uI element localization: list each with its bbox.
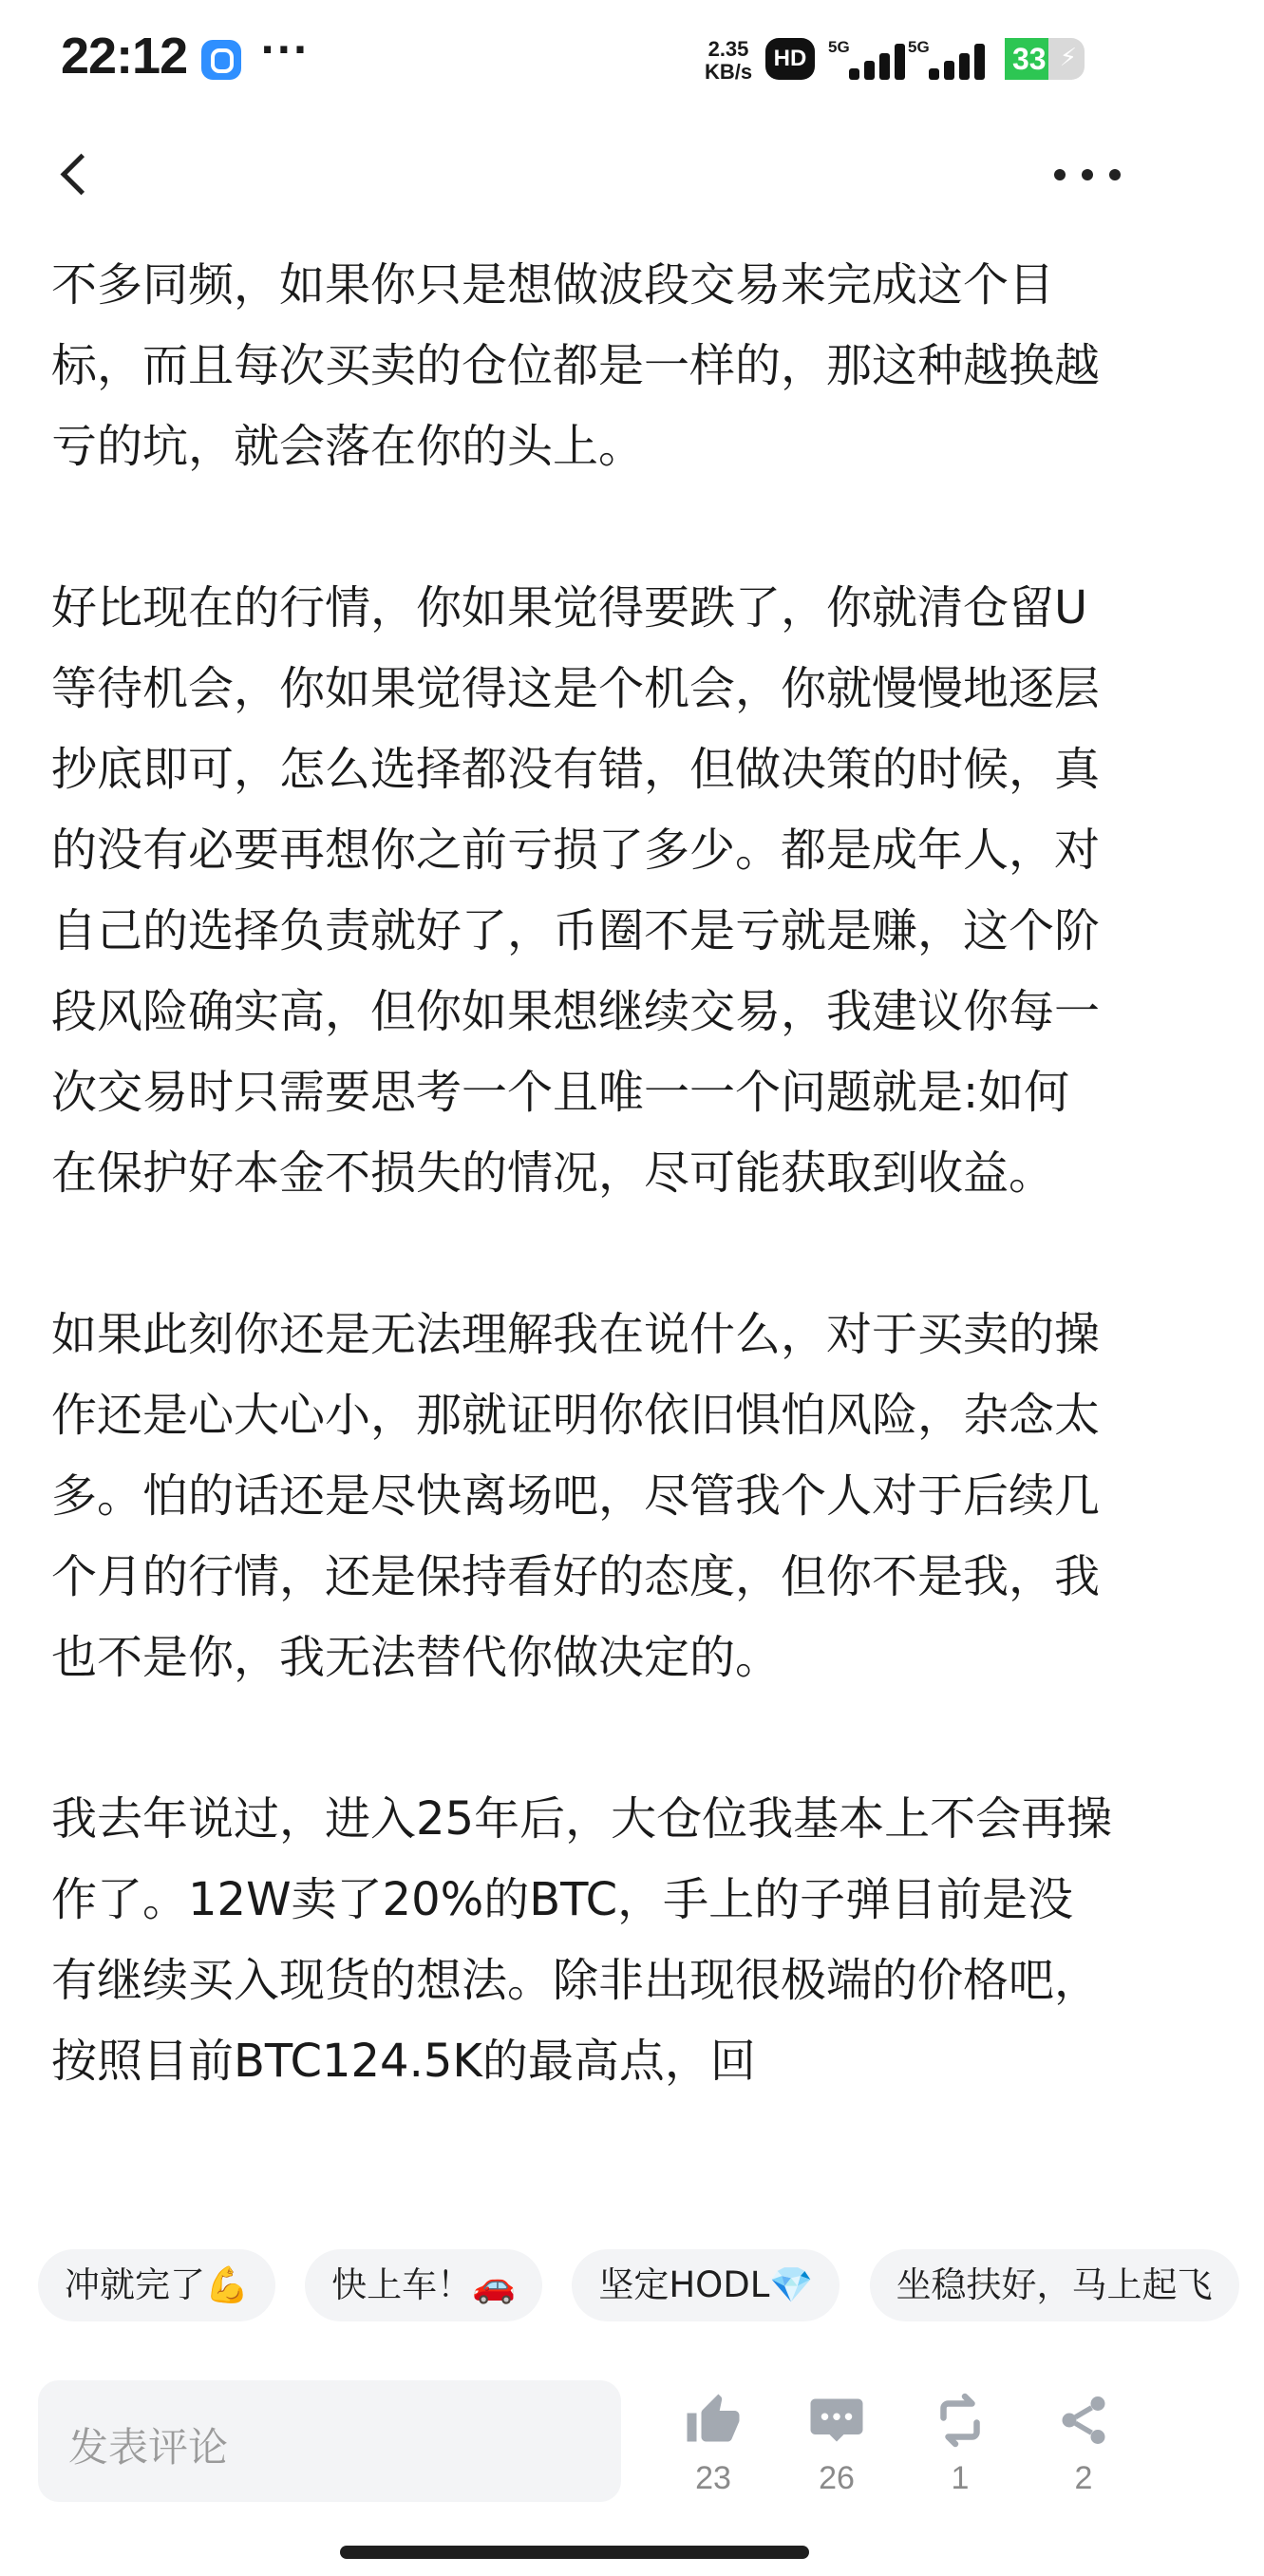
more-dot-icon (1109, 169, 1121, 180)
clock: 22:12 (61, 28, 188, 85)
network-speed-value: 2.35 (707, 37, 749, 61)
more-options-button[interactable] (1054, 146, 1121, 203)
comment-bubble-icon (808, 2392, 865, 2449)
battery-level: 33 (1012, 42, 1047, 76)
status-bar (0, 0, 1159, 123)
hd-badge: HD (765, 38, 815, 80)
quick-reply-chip[interactable]: 坚定HODL💎 (572, 2249, 840, 2321)
charging-icon: ⚡ (1059, 44, 1077, 72)
repost-icon (932, 2392, 989, 2449)
quick-reply-chip[interactable]: 快上车！🚗 (305, 2249, 542, 2321)
like-count: 23 (695, 2460, 731, 2496)
quick-reply-chip[interactable]: 坐稳扶好，马上起飞 (870, 2249, 1239, 2321)
home-indicator[interactable] (340, 2546, 809, 2559)
article-paragraph: 我去年说过，进入25年后，大仓位我基本上不会再操作了。12W卖了20%的BTC，手上的子弹目前是没有继续买入现货的想法。除非出现很极端的价格吧，按照目前BTC124.5K的最高点，回 (51, 1792, 1113, 2088)
article-body (51, 245, 1115, 2242)
app-notification-icon (201, 40, 241, 80)
more-notifications-icon: ··· (260, 28, 310, 72)
signal-network-label: 5G (828, 38, 850, 56)
signal-strength-icon-2 (908, 38, 993, 82)
top-nav-bar (0, 133, 1159, 218)
thumbs-up-icon (685, 2392, 742, 2449)
article-paragraph: 如果此刻你还是无法理解我在说什么，对于买卖的操作还是心大心小，那就证明你依旧惧怕风险，杂念太多。怕的话还是尽快离场吧，尽管我个人对于后续几个月的行情，还是保持看好的态度，但你不是我，我也不是你，我无法替代你做决定的。 (51, 1308, 1101, 1684)
quick-reply-bar (38, 2249, 1213, 2325)
more-dot-icon (1054, 169, 1066, 180)
comment-count: 26 (819, 2460, 855, 2496)
repost-count: 1 (951, 2460, 970, 2496)
network-speed-unit: KB/s (704, 60, 753, 84)
comment-button[interactable] (784, 2380, 889, 2513)
comment-placeholder: 发表评论 (68, 2424, 229, 2471)
battery-icon (1005, 38, 1085, 80)
article-paragraph: 好比现在的行情，你如果觉得要跌了，你就清仓留U等待机会，你如果觉得这是个机会，你就慢慢地逐层抄底即可，怎么选择都没有错，但做决策的时候，真的没有必要再想你之前亏损了多少。都是成年人，对自己的选择负责就好了，币圈不是亏就是赚，这个阶段风险确实高，但你如果想继续交易，我建议你每一次交易时只需要思考一个且唯一一个问题就是:如何在保护好本金不损失的情况，尽可能获取到收益。 (51, 581, 1101, 1200)
signal-strength-icon (828, 38, 914, 82)
back-button[interactable] (49, 146, 106, 203)
signal-network-label-2: 5G (908, 38, 930, 56)
share-button[interactable] (1031, 2380, 1136, 2513)
article-paragraph: 不多同频，如果你只是想做波段交易来完成这个目标，而且每次买卖的仓位都是一样的，那这种越换越亏的坑，就会落在你的头上。 (51, 258, 1101, 473)
network-speed (699, 38, 758, 84)
share-count: 2 (1074, 2460, 1093, 2496)
quick-reply-chip[interactable]: 冲就完了💪 (38, 2249, 275, 2321)
more-dot-icon (1082, 169, 1093, 180)
comment-input[interactable] (38, 2380, 621, 2502)
repost-button[interactable] (908, 2380, 1012, 2513)
like-button[interactable] (661, 2380, 765, 2513)
share-icon (1055, 2392, 1112, 2449)
